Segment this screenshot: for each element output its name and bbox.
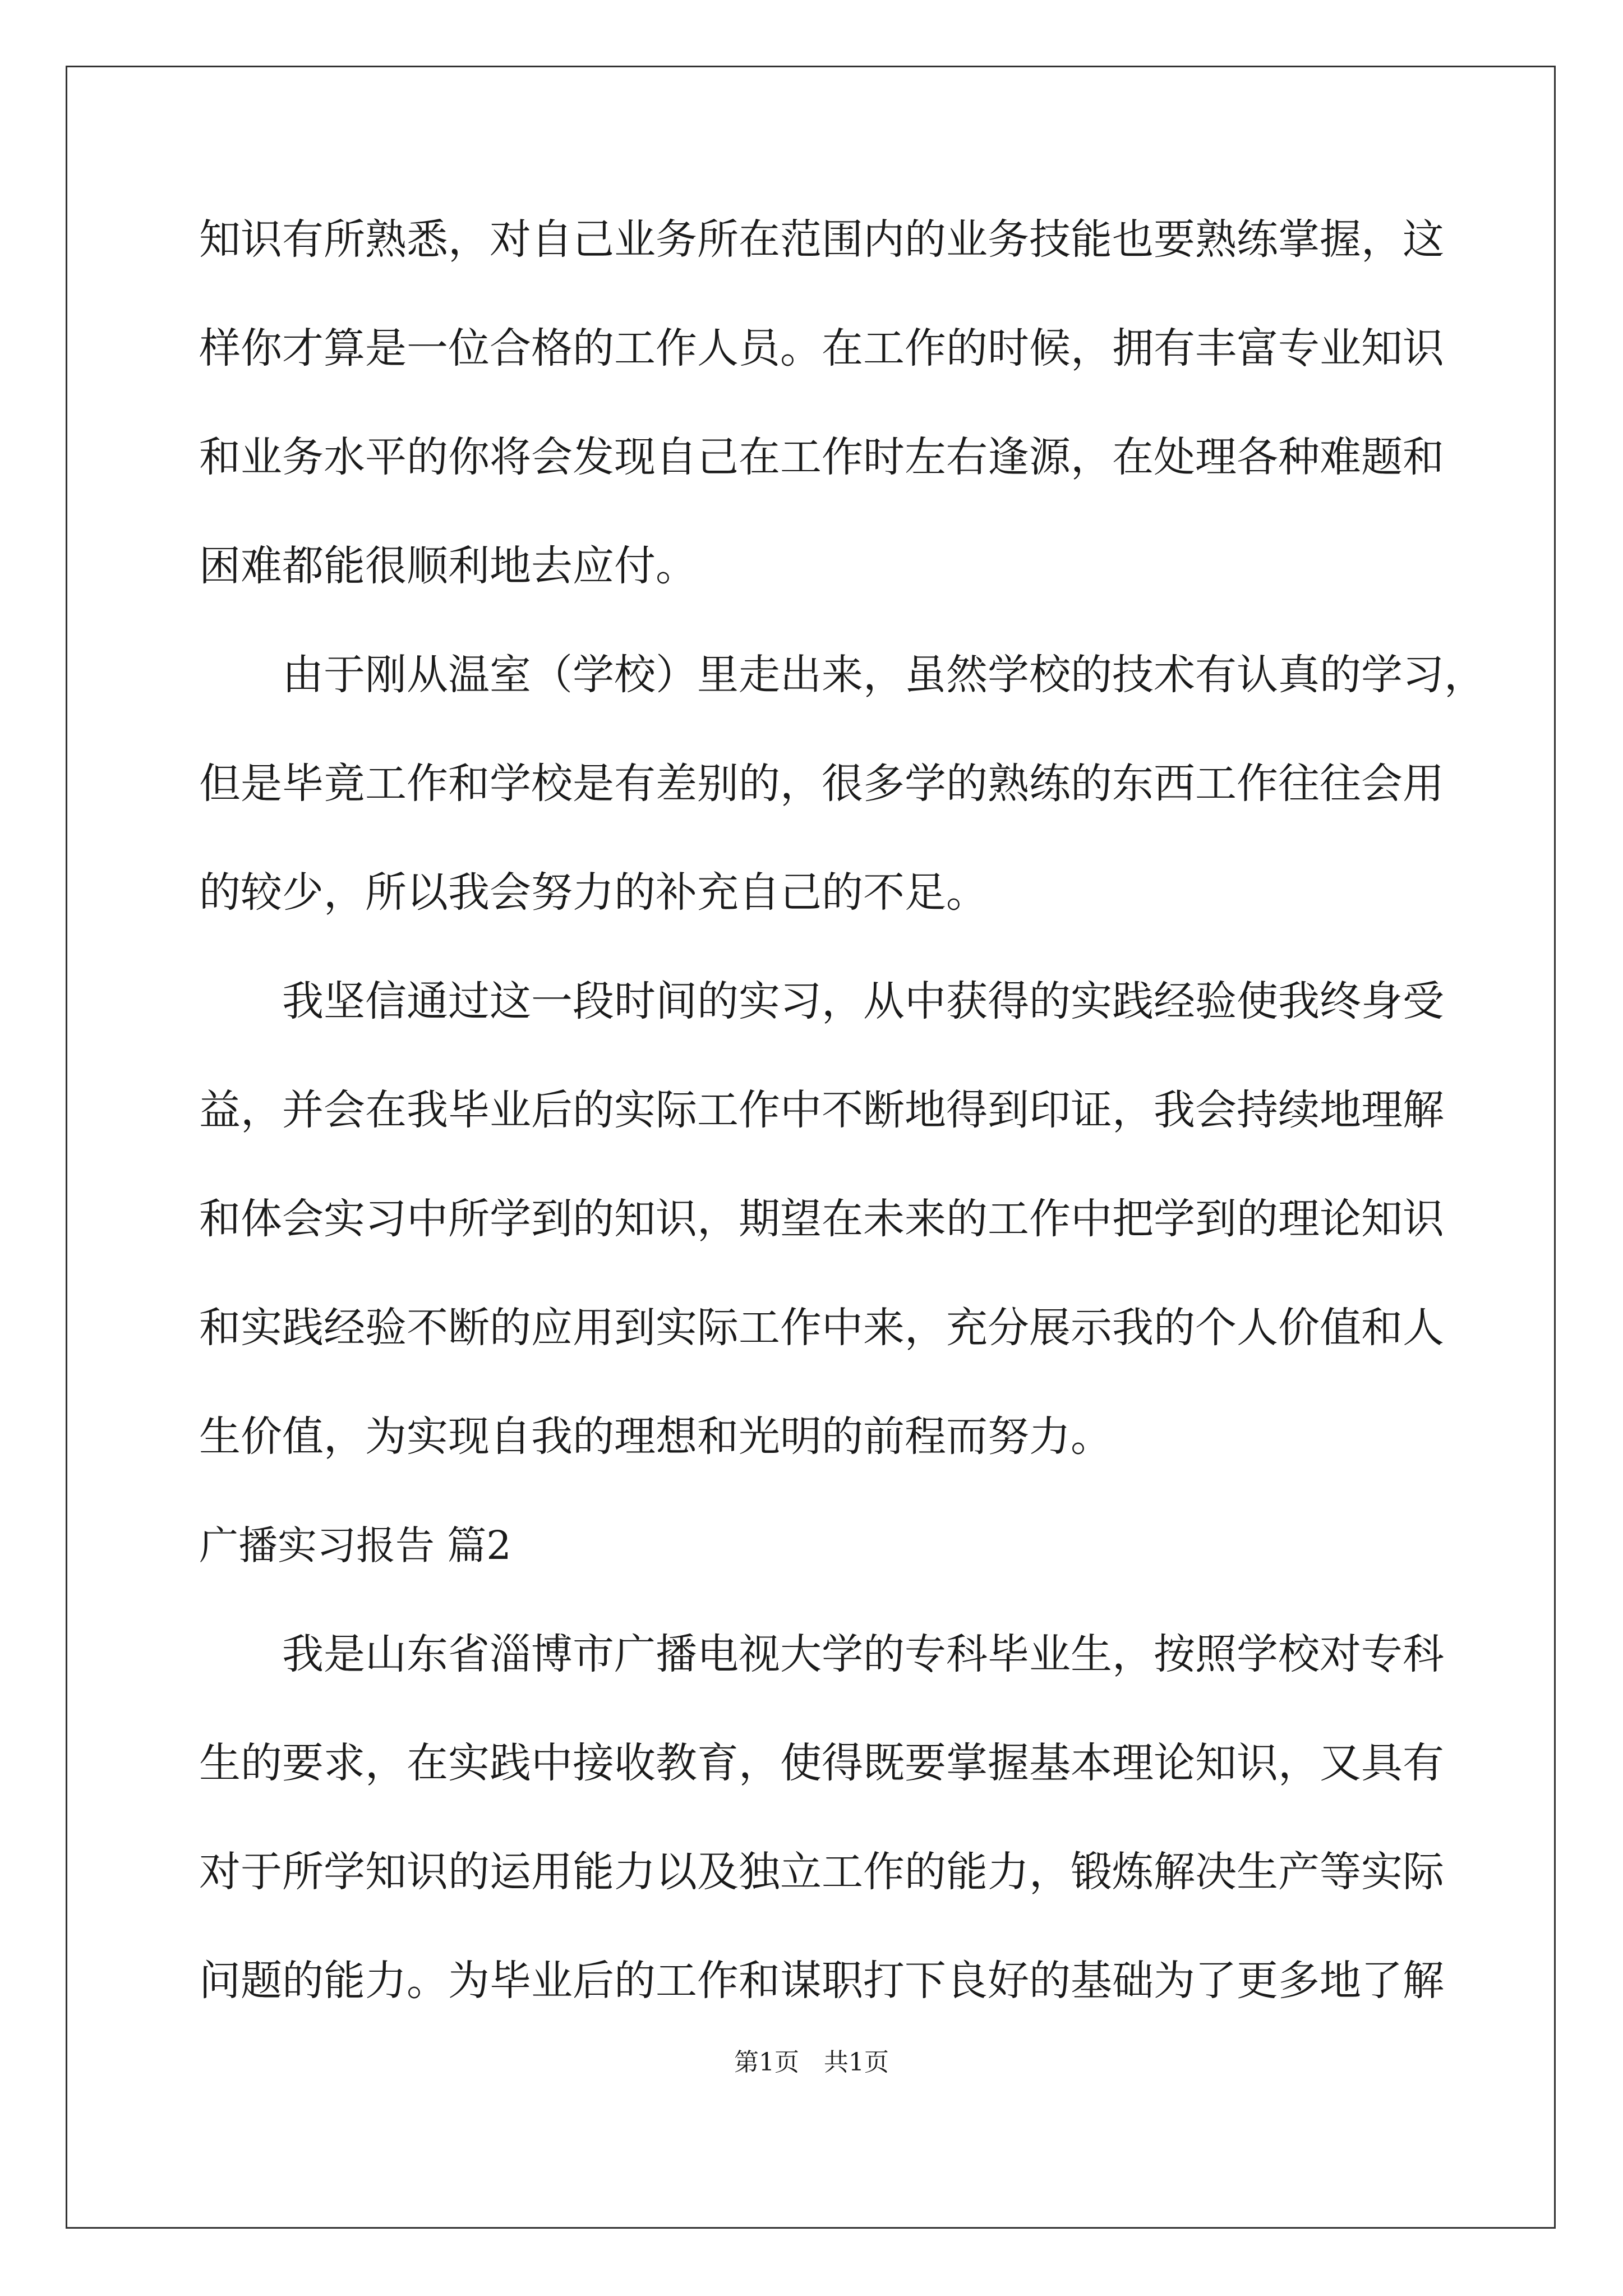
text-line: 问题的能力。为毕业后的工作和谋职打下良好的基础为了更多地了解 [199,1957,1444,2005]
text-line: 我坚信通过这一段时间的实习，从中获得的实践经验使我终身受 [282,977,1444,1025]
paragraph-1 [199,215,1444,590]
paragraph-3 [199,977,1444,1461]
text-line: 我是山东省淄博市广播电视大学的专科毕业生，按照学校对专科 [282,1630,1444,1678]
text-line: 对于所学知识的运用能力以及独立工作的能力，锻炼解决生产等实际 [199,1848,1444,1896]
document-body [199,215,1486,2005]
text-line: 样你才算是一位合格的工作人员。在工作的时候，拥有丰富专业知识 [199,324,1444,372]
text-line: 但是毕竟工作和学校是有差别的，很多学的熟练的东西工作往往会用 [199,760,1444,808]
text-line: 和体会实习中所学到的知识，期望在未来的工作中把学到的理论知识 [199,1195,1444,1243]
text-line: 和实践经验不断的应用到实际工作中来，充分展示我的个人价值和人 [199,1304,1444,1352]
paragraph-2 [199,651,1486,917]
page-footer: 第1页 共1页 [734,2048,889,2077]
text-line: 益，并会在我毕业后的实际工作中不断地得到印证，我会持续地理解 [199,1086,1444,1134]
text-line: 生的要求，在实践中接收教育，使得既要掌握基本理论知识，又具有 [199,1739,1444,1787]
text-line: 和业务水平的你将会发现自己在工作时左右逢源，在处理各种难题和 [199,433,1444,481]
paragraph-4 [199,1630,1444,2005]
text-line: 的较少，所以我会努力的补充自己的不足。 [199,868,988,917]
text-line: 生价值，为实现自我的理想和光明的前程而努力。 [199,1412,1112,1461]
heading-text: 广播实习报告 篇2 [199,1522,511,1568]
section-heading [199,1522,1444,1568]
text-line: 知识有所熟悉，对自己业务所在范围内的业务技能也要熟练掌握，这 [199,215,1444,264]
text-line: 困难都能很顺利地去应付。 [199,542,697,590]
text-line: 由于刚从温室（学校）里走出来，虽然学校的技术有认真的学习， [282,651,1486,699]
